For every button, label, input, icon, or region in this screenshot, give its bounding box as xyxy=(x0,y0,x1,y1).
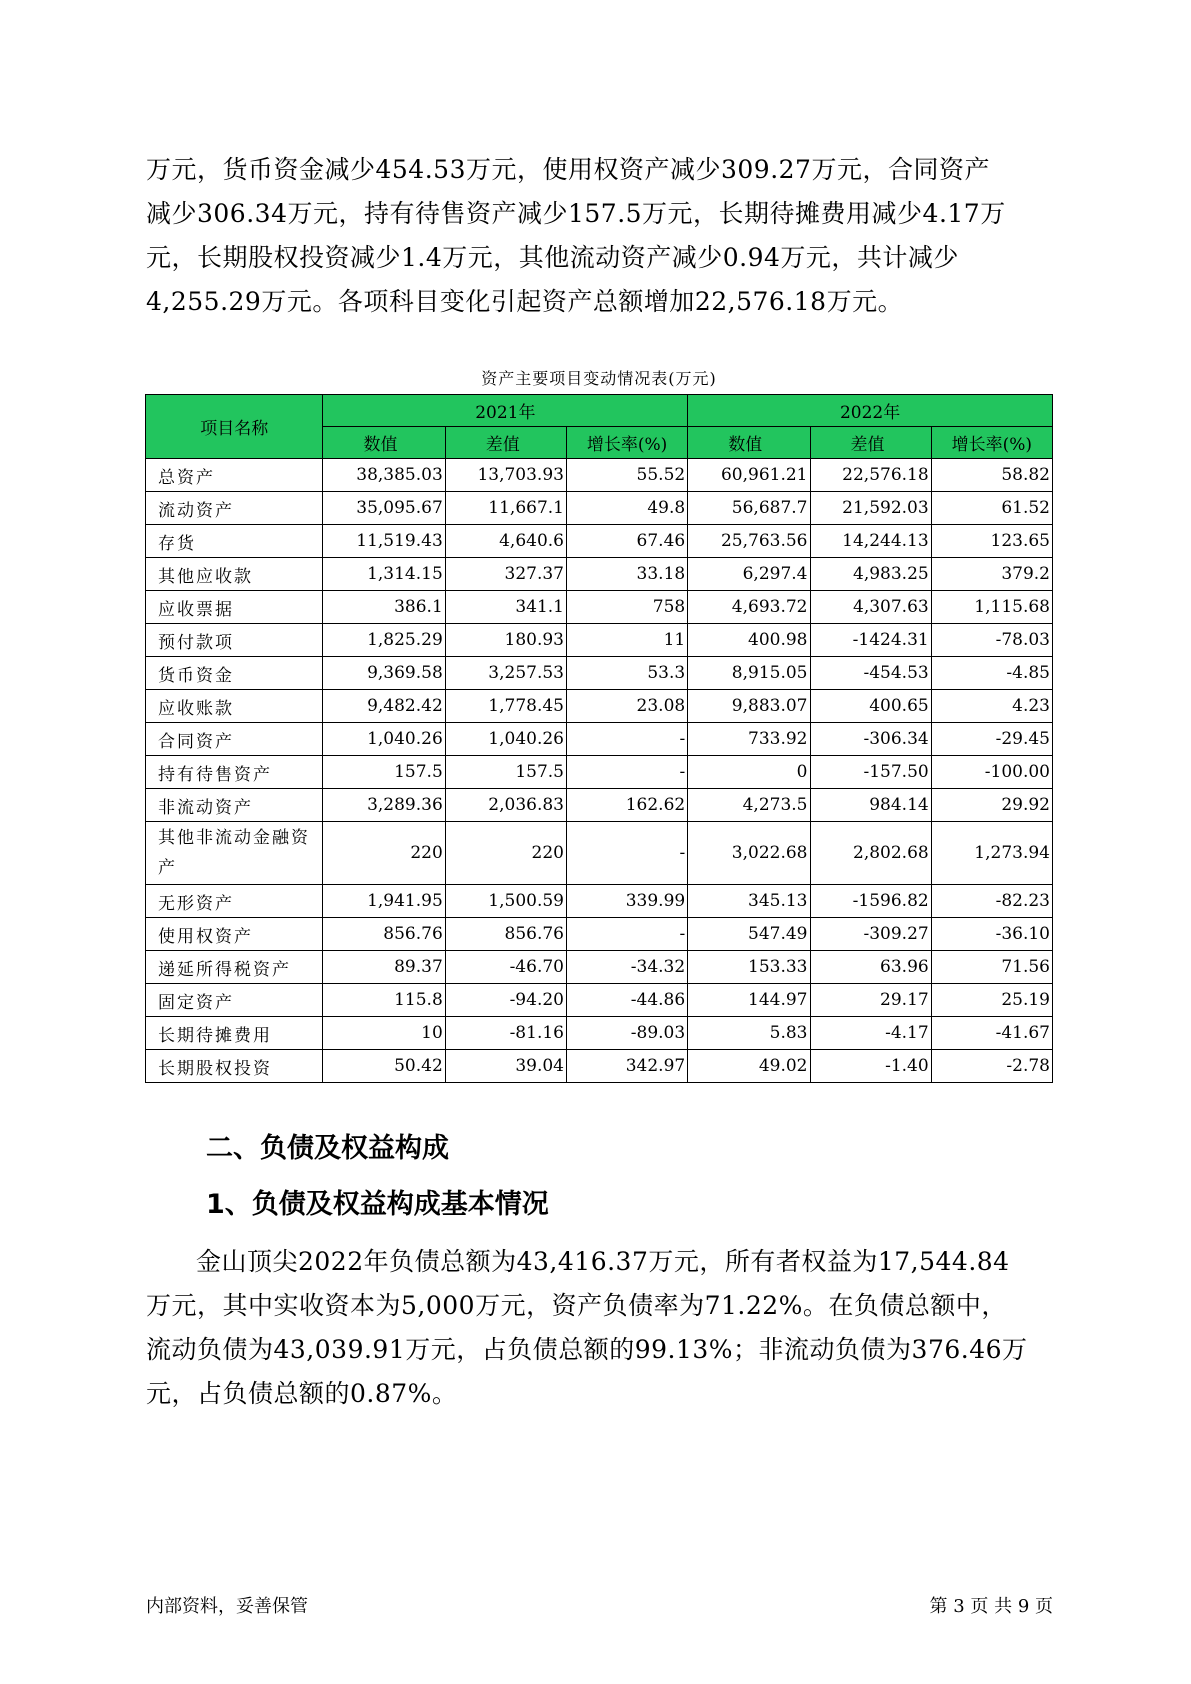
cell-value-2021: 1,825.29 xyxy=(323,624,445,657)
cell-value-2022: 5.83 xyxy=(688,1017,810,1050)
header-diff-2021: 差值 xyxy=(445,427,566,459)
header-year-2021: 2021年 xyxy=(323,395,688,427)
cell-growth-2022: 58.82 xyxy=(931,459,1052,492)
table-row xyxy=(146,1017,1053,1050)
section-heading: 二、负债及权益构成 xyxy=(206,1133,449,1164)
cell-value-2021: 9,369.58 xyxy=(323,657,445,690)
cell-value-2022: 9,883.07 xyxy=(688,690,810,723)
cell-growth-2021: 339.99 xyxy=(566,885,687,918)
cell-diff-2022: 4,307.63 xyxy=(810,591,931,624)
table-row xyxy=(146,984,1053,1017)
paragraph-line: 金山顶尖2022年负债总额为43,416.37万元，所有者权益为17,544.84 xyxy=(196,1247,1010,1276)
cell-diff-2021: 341.1 xyxy=(445,591,566,624)
table-row xyxy=(146,558,1053,591)
cell-growth-2022: 25.19 xyxy=(931,984,1052,1017)
table-row xyxy=(146,1050,1053,1083)
cell-row-name: 持有待售资产 xyxy=(146,756,323,789)
cell-value-2022: 60,961.21 xyxy=(688,459,810,492)
cell-value-2022: 3,022.68 xyxy=(688,822,810,885)
cell-value-2021: 10 xyxy=(323,1017,445,1050)
cell-row-name: 应收账款 xyxy=(146,690,323,723)
cell-diff-2021: 220 xyxy=(445,822,566,885)
cell-diff-2021: -94.20 xyxy=(445,984,566,1017)
cell-row-name: 其他非流动金融资产 xyxy=(146,822,323,885)
table-row xyxy=(146,624,1053,657)
paragraph-line: 万元，货币资金减少454.53万元，使用权资产减少309.27万元，合同资产 xyxy=(146,155,990,184)
header-year-2022: 2022年 xyxy=(688,395,1053,427)
table-row xyxy=(146,822,1053,885)
table-row xyxy=(146,492,1053,525)
cell-value-2022: 153.33 xyxy=(688,951,810,984)
cell-value-2021: 1,040.26 xyxy=(323,723,445,756)
cell-diff-2021: 856.76 xyxy=(445,918,566,951)
cell-value-2021: 157.5 xyxy=(323,756,445,789)
cell-value-2021: 50.42 xyxy=(323,1050,445,1083)
cell-growth-2022: 123.65 xyxy=(931,525,1052,558)
cell-diff-2021: 1,040.26 xyxy=(445,723,566,756)
cell-row-name: 使用权资产 xyxy=(146,918,323,951)
cell-diff-2022: -1.40 xyxy=(810,1050,931,1083)
cell-value-2021: 115.8 xyxy=(323,984,445,1017)
intro-paragraph xyxy=(146,148,1052,324)
cell-growth-2021: -34.32 xyxy=(566,951,687,984)
cell-value-2021: 1,941.95 xyxy=(323,885,445,918)
cell-value-2022: 4,273.5 xyxy=(688,789,810,822)
table-row xyxy=(146,756,1053,789)
cell-growth-2021: -89.03 xyxy=(566,1017,687,1050)
cell-value-2021: 9,482.42 xyxy=(323,690,445,723)
cell-row-name: 应收票据 xyxy=(146,591,323,624)
table-row xyxy=(146,723,1053,756)
cell-row-name: 存货 xyxy=(146,525,323,558)
cell-growth-2022: -29.45 xyxy=(931,723,1052,756)
table-row xyxy=(146,951,1053,984)
cell-value-2021: 89.37 xyxy=(323,951,445,984)
cell-value-2022: 144.97 xyxy=(688,984,810,1017)
cell-row-name: 无形资产 xyxy=(146,885,323,918)
cell-diff-2021: 180.93 xyxy=(445,624,566,657)
cell-row-name: 其他应收款 xyxy=(146,558,323,591)
cell-value-2021: 35,095.67 xyxy=(323,492,445,525)
cell-growth-2021: 162.62 xyxy=(566,789,687,822)
table-row xyxy=(146,885,1053,918)
cell-row-name: 非流动资产 xyxy=(146,789,323,822)
cell-value-2022: 345.13 xyxy=(688,885,810,918)
table-row xyxy=(146,591,1053,624)
liabilities-paragraph xyxy=(146,1240,1052,1416)
cell-row-name: 流动资产 xyxy=(146,492,323,525)
cell-value-2022: 6,297.4 xyxy=(688,558,810,591)
paragraph-line: 元，长期股权投资减少1.4万元，其他流动资产减少0.94万元，共计减少 xyxy=(146,243,959,272)
paragraph-line: 元，占负债总额的0.87%。 xyxy=(146,1379,458,1408)
cell-row-name: 合同资产 xyxy=(146,723,323,756)
cell-diff-2021: 327.37 xyxy=(445,558,566,591)
cell-row-name: 长期待摊费用 xyxy=(146,1017,323,1050)
table-row xyxy=(146,918,1053,951)
cell-growth-2021: 53.3 xyxy=(566,657,687,690)
table-row xyxy=(146,525,1053,558)
cell-growth-2022: 379.2 xyxy=(931,558,1052,591)
cell-diff-2021: -46.70 xyxy=(445,951,566,984)
cell-diff-2022: -1596.82 xyxy=(810,885,931,918)
cell-diff-2021: 1,778.45 xyxy=(445,690,566,723)
header-value-2022: 数值 xyxy=(688,427,810,459)
cell-diff-2021: 3,257.53 xyxy=(445,657,566,690)
footer-page-number: 第 3 页 共 9 页 xyxy=(929,1596,1053,1617)
cell-diff-2021: -81.16 xyxy=(445,1017,566,1050)
cell-diff-2022: 14,244.13 xyxy=(810,525,931,558)
cell-diff-2022: -309.27 xyxy=(810,918,931,951)
table-row xyxy=(146,789,1053,822)
header-growth-2022: 增长率(%) xyxy=(931,427,1052,459)
cell-diff-2021: 11,667.1 xyxy=(445,492,566,525)
cell-growth-2021: 67.46 xyxy=(566,525,687,558)
footer-confidential-note: 内部资料，妥善保管 xyxy=(146,1596,308,1617)
table-body xyxy=(146,459,1053,1083)
cell-diff-2022: 21,592.03 xyxy=(810,492,931,525)
cell-row-name: 预付款项 xyxy=(146,624,323,657)
cell-row-name: 固定资产 xyxy=(146,984,323,1017)
paragraph-line: 减少306.34万元，持有待售资产减少157.5万元，长期待摊费用减少4.17万 xyxy=(146,199,1006,228)
cell-growth-2021: 758 xyxy=(566,591,687,624)
cell-growth-2021: 342.97 xyxy=(566,1050,687,1083)
cell-diff-2022: 29.17 xyxy=(810,984,931,1017)
cell-value-2022: 49.02 xyxy=(688,1050,810,1083)
cell-value-2022: 733.92 xyxy=(688,723,810,756)
cell-growth-2022: -82.23 xyxy=(931,885,1052,918)
cell-diff-2022: 63.96 xyxy=(810,951,931,984)
cell-diff-2022: -4.17 xyxy=(810,1017,931,1050)
cell-growth-2021: 49.8 xyxy=(566,492,687,525)
cell-diff-2021: 4,640.6 xyxy=(445,525,566,558)
cell-diff-2021: 39.04 xyxy=(445,1050,566,1083)
cell-value-2021: 220 xyxy=(323,822,445,885)
cell-diff-2022: -454.53 xyxy=(810,657,931,690)
cell-diff-2022: 22,576.18 xyxy=(810,459,931,492)
cell-row-name: 长期股权投资 xyxy=(146,1050,323,1083)
cell-diff-2022: 2,802.68 xyxy=(810,822,931,885)
cell-growth-2021: -44.86 xyxy=(566,984,687,1017)
table-row xyxy=(146,459,1053,492)
asset-change-table xyxy=(145,394,1053,1083)
cell-diff-2022: 984.14 xyxy=(810,789,931,822)
cell-diff-2021: 13,703.93 xyxy=(445,459,566,492)
cell-growth-2022: -78.03 xyxy=(931,624,1052,657)
cell-growth-2021: 23.08 xyxy=(566,690,687,723)
cell-growth-2021: - xyxy=(566,756,687,789)
cell-value-2022: 25,763.56 xyxy=(688,525,810,558)
cell-value-2022: 56,687.7 xyxy=(688,492,810,525)
cell-value-2022: 0 xyxy=(688,756,810,789)
cell-value-2022: 4,693.72 xyxy=(688,591,810,624)
cell-growth-2022: 71.56 xyxy=(931,951,1052,984)
cell-value-2021: 3,289.36 xyxy=(323,789,445,822)
cell-diff-2022: -1424.31 xyxy=(810,624,931,657)
cell-row-name: 货币资金 xyxy=(146,657,323,690)
cell-diff-2021: 1,500.59 xyxy=(445,885,566,918)
cell-row-name: 总资产 xyxy=(146,459,323,492)
paragraph-line: 万元，其中实收资本为5,000万元，资产负债率为71.22%。在负债总额中， xyxy=(146,1291,1007,1320)
cell-diff-2022: 400.65 xyxy=(810,690,931,723)
cell-value-2021: 1,314.15 xyxy=(323,558,445,591)
cell-diff-2022: -157.50 xyxy=(810,756,931,789)
cell-growth-2022: -2.78 xyxy=(931,1050,1052,1083)
paragraph-line: 4,255.29万元。各项科目变化引起资产总额增加22,576.18万元。 xyxy=(146,287,904,316)
cell-diff-2022: -306.34 xyxy=(810,723,931,756)
cell-row-name: 递延所得税资产 xyxy=(146,951,323,984)
cell-growth-2022: 1,115.68 xyxy=(931,591,1052,624)
cell-growth-2022: -100.00 xyxy=(931,756,1052,789)
header-growth-2021: 增长率(%) xyxy=(566,427,687,459)
cell-growth-2021: - xyxy=(566,723,687,756)
cell-value-2021: 386.1 xyxy=(323,591,445,624)
header-diff-2022: 差值 xyxy=(810,427,931,459)
cell-growth-2021: - xyxy=(566,918,687,951)
cell-growth-2022: 29.92 xyxy=(931,789,1052,822)
cell-growth-2022: 1,273.94 xyxy=(931,822,1052,885)
cell-diff-2021: 157.5 xyxy=(445,756,566,789)
cell-growth-2021: 55.52 xyxy=(566,459,687,492)
subsection-heading: 1、负债及权益构成基本情况 xyxy=(206,1189,549,1220)
cell-growth-2021: - xyxy=(566,822,687,885)
table-caption: 资产主要项目变动情况表(万元) xyxy=(481,369,717,388)
header-value-2021: 数值 xyxy=(323,427,445,459)
cell-growth-2022: 4.23 xyxy=(931,690,1052,723)
cell-growth-2021: 33.18 xyxy=(566,558,687,591)
table-row xyxy=(146,657,1053,690)
cell-diff-2021: 2,036.83 xyxy=(445,789,566,822)
cell-diff-2022: 4,983.25 xyxy=(810,558,931,591)
paragraph-line: 流动负债为43,039.91万元，占负债总额的99.13%；非流动负债为376.46万 xyxy=(146,1335,1028,1364)
table-row xyxy=(146,690,1053,723)
cell-value-2021: 856.76 xyxy=(323,918,445,951)
cell-value-2021: 11,519.43 xyxy=(323,525,445,558)
cell-growth-2022: 61.52 xyxy=(931,492,1052,525)
cell-growth-2021: 11 xyxy=(566,624,687,657)
cell-growth-2022: -41.67 xyxy=(931,1017,1052,1050)
cell-value-2022: 400.98 xyxy=(688,624,810,657)
cell-value-2022: 547.49 xyxy=(688,918,810,951)
header-item-name: 项目名称 xyxy=(146,395,323,459)
cell-growth-2022: -4.85 xyxy=(931,657,1052,690)
cell-growth-2022: -36.10 xyxy=(931,918,1052,951)
cell-value-2022: 8,915.05 xyxy=(688,657,810,690)
cell-value-2021: 38,385.03 xyxy=(323,459,445,492)
